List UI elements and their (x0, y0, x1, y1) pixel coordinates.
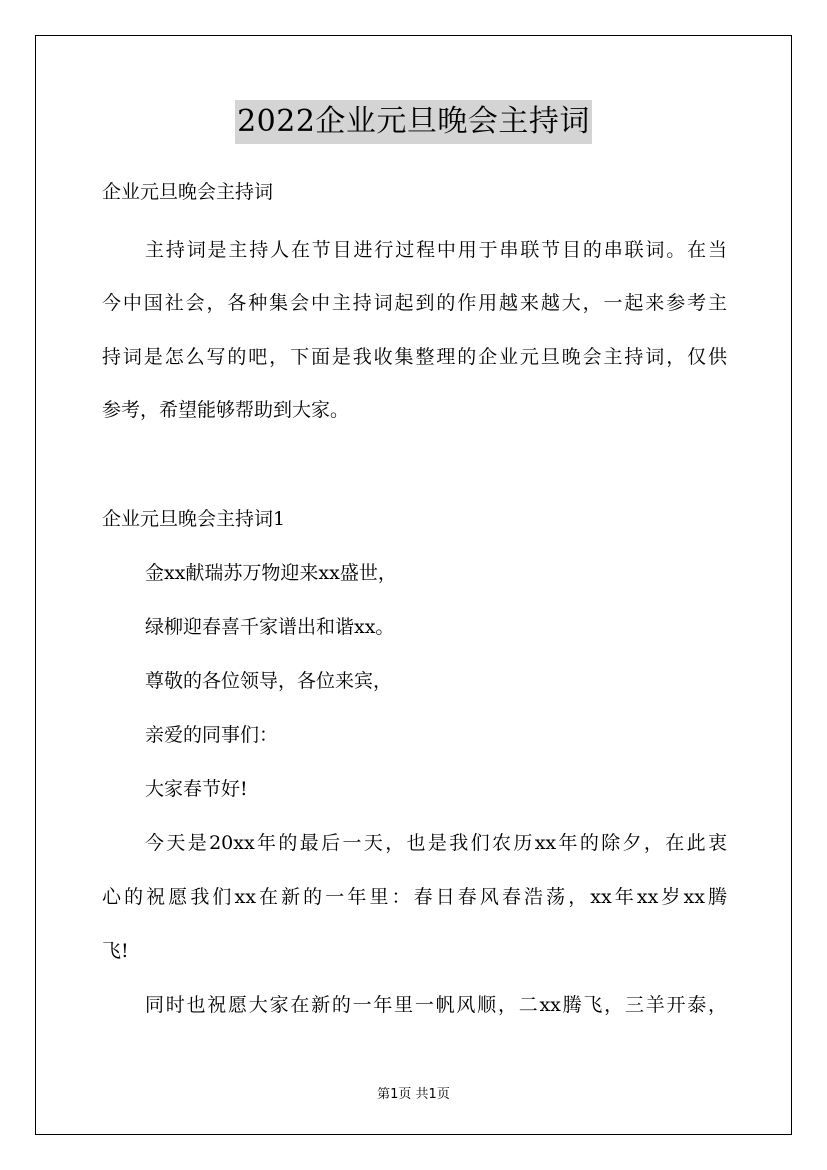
intro-line-1: 主持词是主持人在节目进行过程中用于串联节目的串联词。在当 (145, 239, 727, 261)
body-paragraph-6-line-1: 今天是20xx年的最后一天，也是我们农历xx年的除夕，在此衷 (145, 832, 727, 854)
body-paragraph-3: 尊敬的各位领导，各位来宾， (145, 670, 393, 692)
intro-line-2: 今中国社会，各种集会中主持词起到的作用越来越大，一起来参考主 (102, 292, 727, 314)
body-paragraph-4: 亲爱的同事们： (145, 724, 279, 746)
intro-line-4: 参考，希望能够帮助到大家。 (102, 399, 350, 421)
intro-line-3: 持词是怎么写的吧，下面是我收集整理的企业元旦晚会主持词，仅供 (102, 346, 727, 368)
body-paragraph-5: 大家春节好! (145, 778, 248, 800)
body-paragraph-6-line-2: 心的祝愿我们xx在新的一年里：春日春风春浩荡，xx年xx岁xx腾 (102, 886, 727, 908)
body-paragraph-1: 金xx献瑞苏万物迎来xx盛世， (145, 562, 397, 584)
document-title-container (0, 100, 827, 144)
page-footer: 第1页 共1页 (377, 1087, 450, 1102)
body-paragraph-7-line-1: 同时也祝愿大家在新的一年里一帆风顺，二xx腾飞，三羊开泰， (145, 994, 727, 1016)
subtitle: 企业元旦晚会主持词 (102, 181, 274, 203)
body-paragraph-6-line-3: 飞! (102, 940, 129, 962)
body-paragraph-2: 绿柳迎春喜千家谱出和谐xx。 (145, 616, 395, 638)
document-title: 2022企业元旦晚会主持词 (235, 100, 592, 144)
section-heading: 企业元旦晚会主持词1 (102, 508, 286, 530)
